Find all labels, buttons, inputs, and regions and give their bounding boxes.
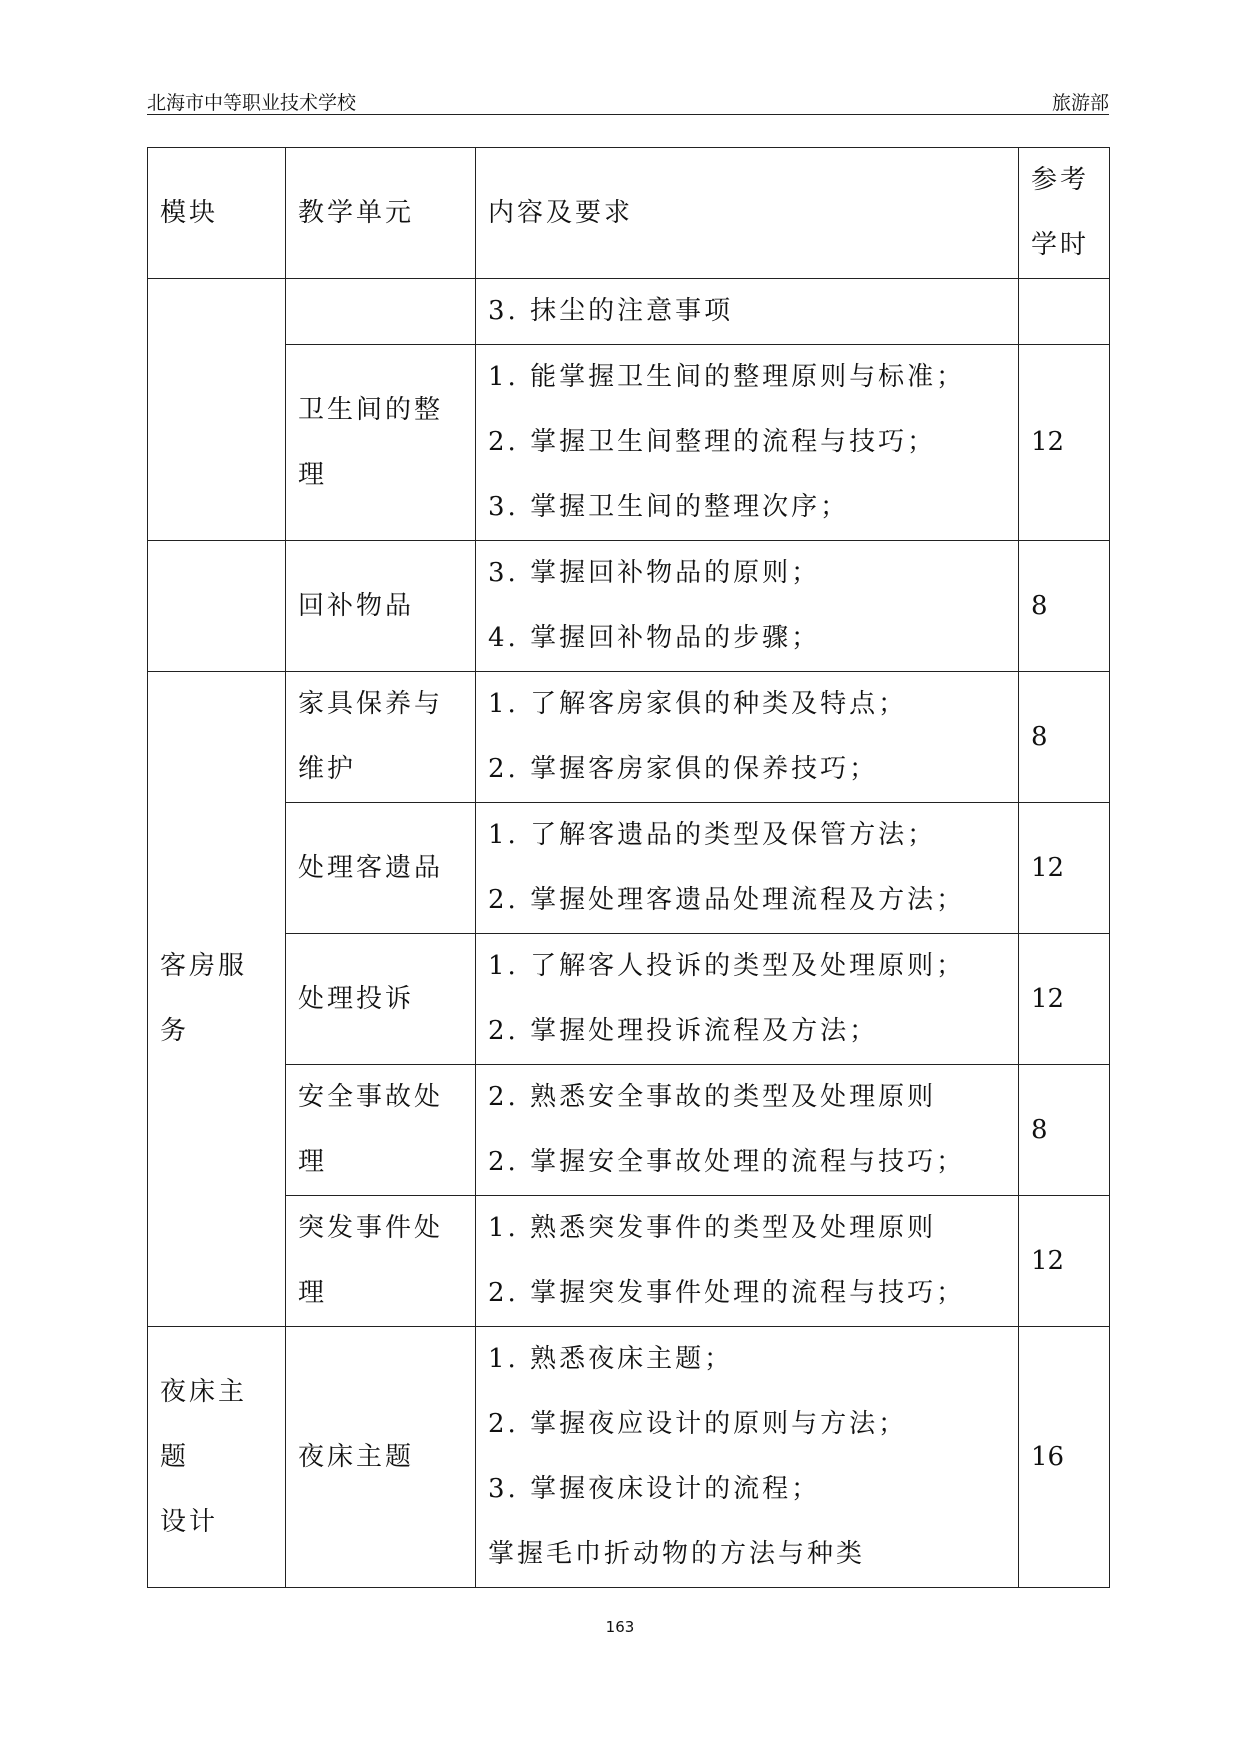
header-unit: 教学单元	[286, 148, 476, 279]
content-line: 1. 能掌握卫生间的整理原则与标准；	[488, 362, 966, 392]
hours-cell: 12	[1019, 934, 1110, 1065]
hours-cell: 8	[1019, 1065, 1110, 1196]
unit-line: 家具保养与	[298, 689, 444, 719]
hours-cell: 16	[1019, 1327, 1110, 1588]
unit-line: 处理投诉	[298, 983, 415, 1014]
unit-line: 回补物品	[298, 590, 415, 621]
content-cell	[476, 345, 1019, 541]
unit-line: 突发事件处	[298, 1213, 444, 1243]
content-cell	[476, 672, 1019, 803]
table-row	[148, 345, 1110, 541]
content-line: 3. 掌握夜床设计的流程；	[488, 1474, 821, 1504]
content-line: 2. 掌握安全事故处理的流程与技巧；	[488, 1147, 966, 1177]
unit-cell	[286, 1327, 476, 1588]
department-name: 旅游部	[1051, 92, 1109, 114]
unit-line: 理	[298, 1278, 328, 1308]
unit-cell	[286, 803, 476, 934]
hours-cell: 12	[1019, 803, 1110, 934]
header-content: 内容及要求	[476, 148, 1019, 279]
table-row	[148, 541, 1110, 672]
module-cell-blank	[148, 279, 286, 541]
unit-line: 维护	[298, 754, 357, 784]
unit-cell	[286, 1196, 476, 1327]
content-line: 2. 熟悉安全事故的类型及处理原则	[488, 1082, 937, 1112]
unit-cell	[286, 541, 476, 672]
unit-line: 理	[298, 459, 328, 490]
content-line: 1. 了解客人投诉的类型及处理原则；	[488, 951, 966, 981]
page-header	[147, 86, 1109, 115]
content-cell	[476, 279, 1019, 345]
school-name: 北海市中等职业技术学校	[147, 92, 357, 114]
content-line: 掌握毛巾折动物的方法与种类	[488, 1539, 866, 1569]
unit-cell	[286, 672, 476, 803]
content-line: 1. 了解客房家俱的种类及特点；	[488, 689, 908, 719]
unit-line: 夜床主题	[298, 1441, 415, 1472]
content-line: 2. 掌握突发事件处理的流程与技巧；	[488, 1278, 966, 1308]
unit-line: 安全事故处	[298, 1082, 444, 1112]
content-line: 2. 掌握卫生间整理的流程与技巧；	[488, 427, 937, 457]
content-line: 1. 了解客遗品的类型及保管方法；	[488, 820, 937, 850]
table-row	[148, 1196, 1110, 1327]
content-line: 1. 熟悉夜床主题；	[488, 1344, 734, 1374]
page-number: 163	[605, 1618, 635, 1636]
table-row	[148, 1327, 1110, 1588]
header-module: 模块	[148, 148, 286, 279]
module-line: 设计	[160, 1506, 219, 1537]
curriculum-table	[147, 147, 1110, 1588]
hours-cell	[1019, 279, 1110, 345]
unit-line: 理	[298, 1147, 328, 1177]
unit-line: 处理客遗品	[298, 852, 444, 883]
table-header-row	[148, 148, 1110, 279]
content-cell	[476, 1196, 1019, 1327]
header-hours-line2: 学时	[1031, 230, 1090, 260]
content-line: 4. 掌握回补物品的步骤；	[488, 623, 821, 653]
module-line: 夜床主题	[160, 1376, 248, 1472]
table-row	[148, 934, 1110, 1065]
module-cell-blank	[148, 541, 286, 672]
content-line: 3. 抹尘的注意事项	[488, 296, 734, 326]
content-line: 3. 掌握卫生间的整理次序；	[488, 492, 850, 522]
content-cell	[476, 541, 1019, 672]
unit-cell	[286, 934, 476, 1065]
content-line: 3. 掌握回补物品的原则；	[488, 558, 821, 588]
table-row	[148, 672, 1110, 803]
module-cell-housekeeping: 客房服务	[148, 672, 286, 1327]
content-cell	[476, 803, 1019, 934]
content-cell	[476, 934, 1019, 1065]
module-cell-turndown	[148, 1327, 286, 1588]
table-row	[148, 279, 1110, 345]
unit-cell	[286, 345, 476, 541]
table-row	[148, 1065, 1110, 1196]
hours-cell: 12	[1019, 1196, 1110, 1327]
hours-cell: 12	[1019, 345, 1110, 541]
unit-cell	[286, 279, 476, 345]
table-row	[148, 803, 1110, 934]
content-line: 2. 掌握处理客遗品处理流程及方法；	[488, 885, 966, 915]
content-line: 2. 掌握处理投诉流程及方法；	[488, 1016, 879, 1046]
header-hours	[1019, 148, 1110, 279]
unit-cell	[286, 1065, 476, 1196]
content-cell	[476, 1065, 1019, 1196]
content-cell	[476, 1327, 1019, 1588]
hours-cell: 8	[1019, 541, 1110, 672]
header-hours-line1: 参考	[1031, 165, 1090, 195]
unit-line: 卫生间的整	[298, 394, 444, 425]
content-line: 1. 熟悉突发事件的类型及处理原则	[488, 1213, 937, 1243]
content-line: 2. 掌握夜应设计的原则与方法；	[488, 1409, 908, 1439]
hours-cell: 8	[1019, 672, 1110, 803]
content-line: 2. 掌握客房家俱的保养技巧；	[488, 754, 879, 784]
